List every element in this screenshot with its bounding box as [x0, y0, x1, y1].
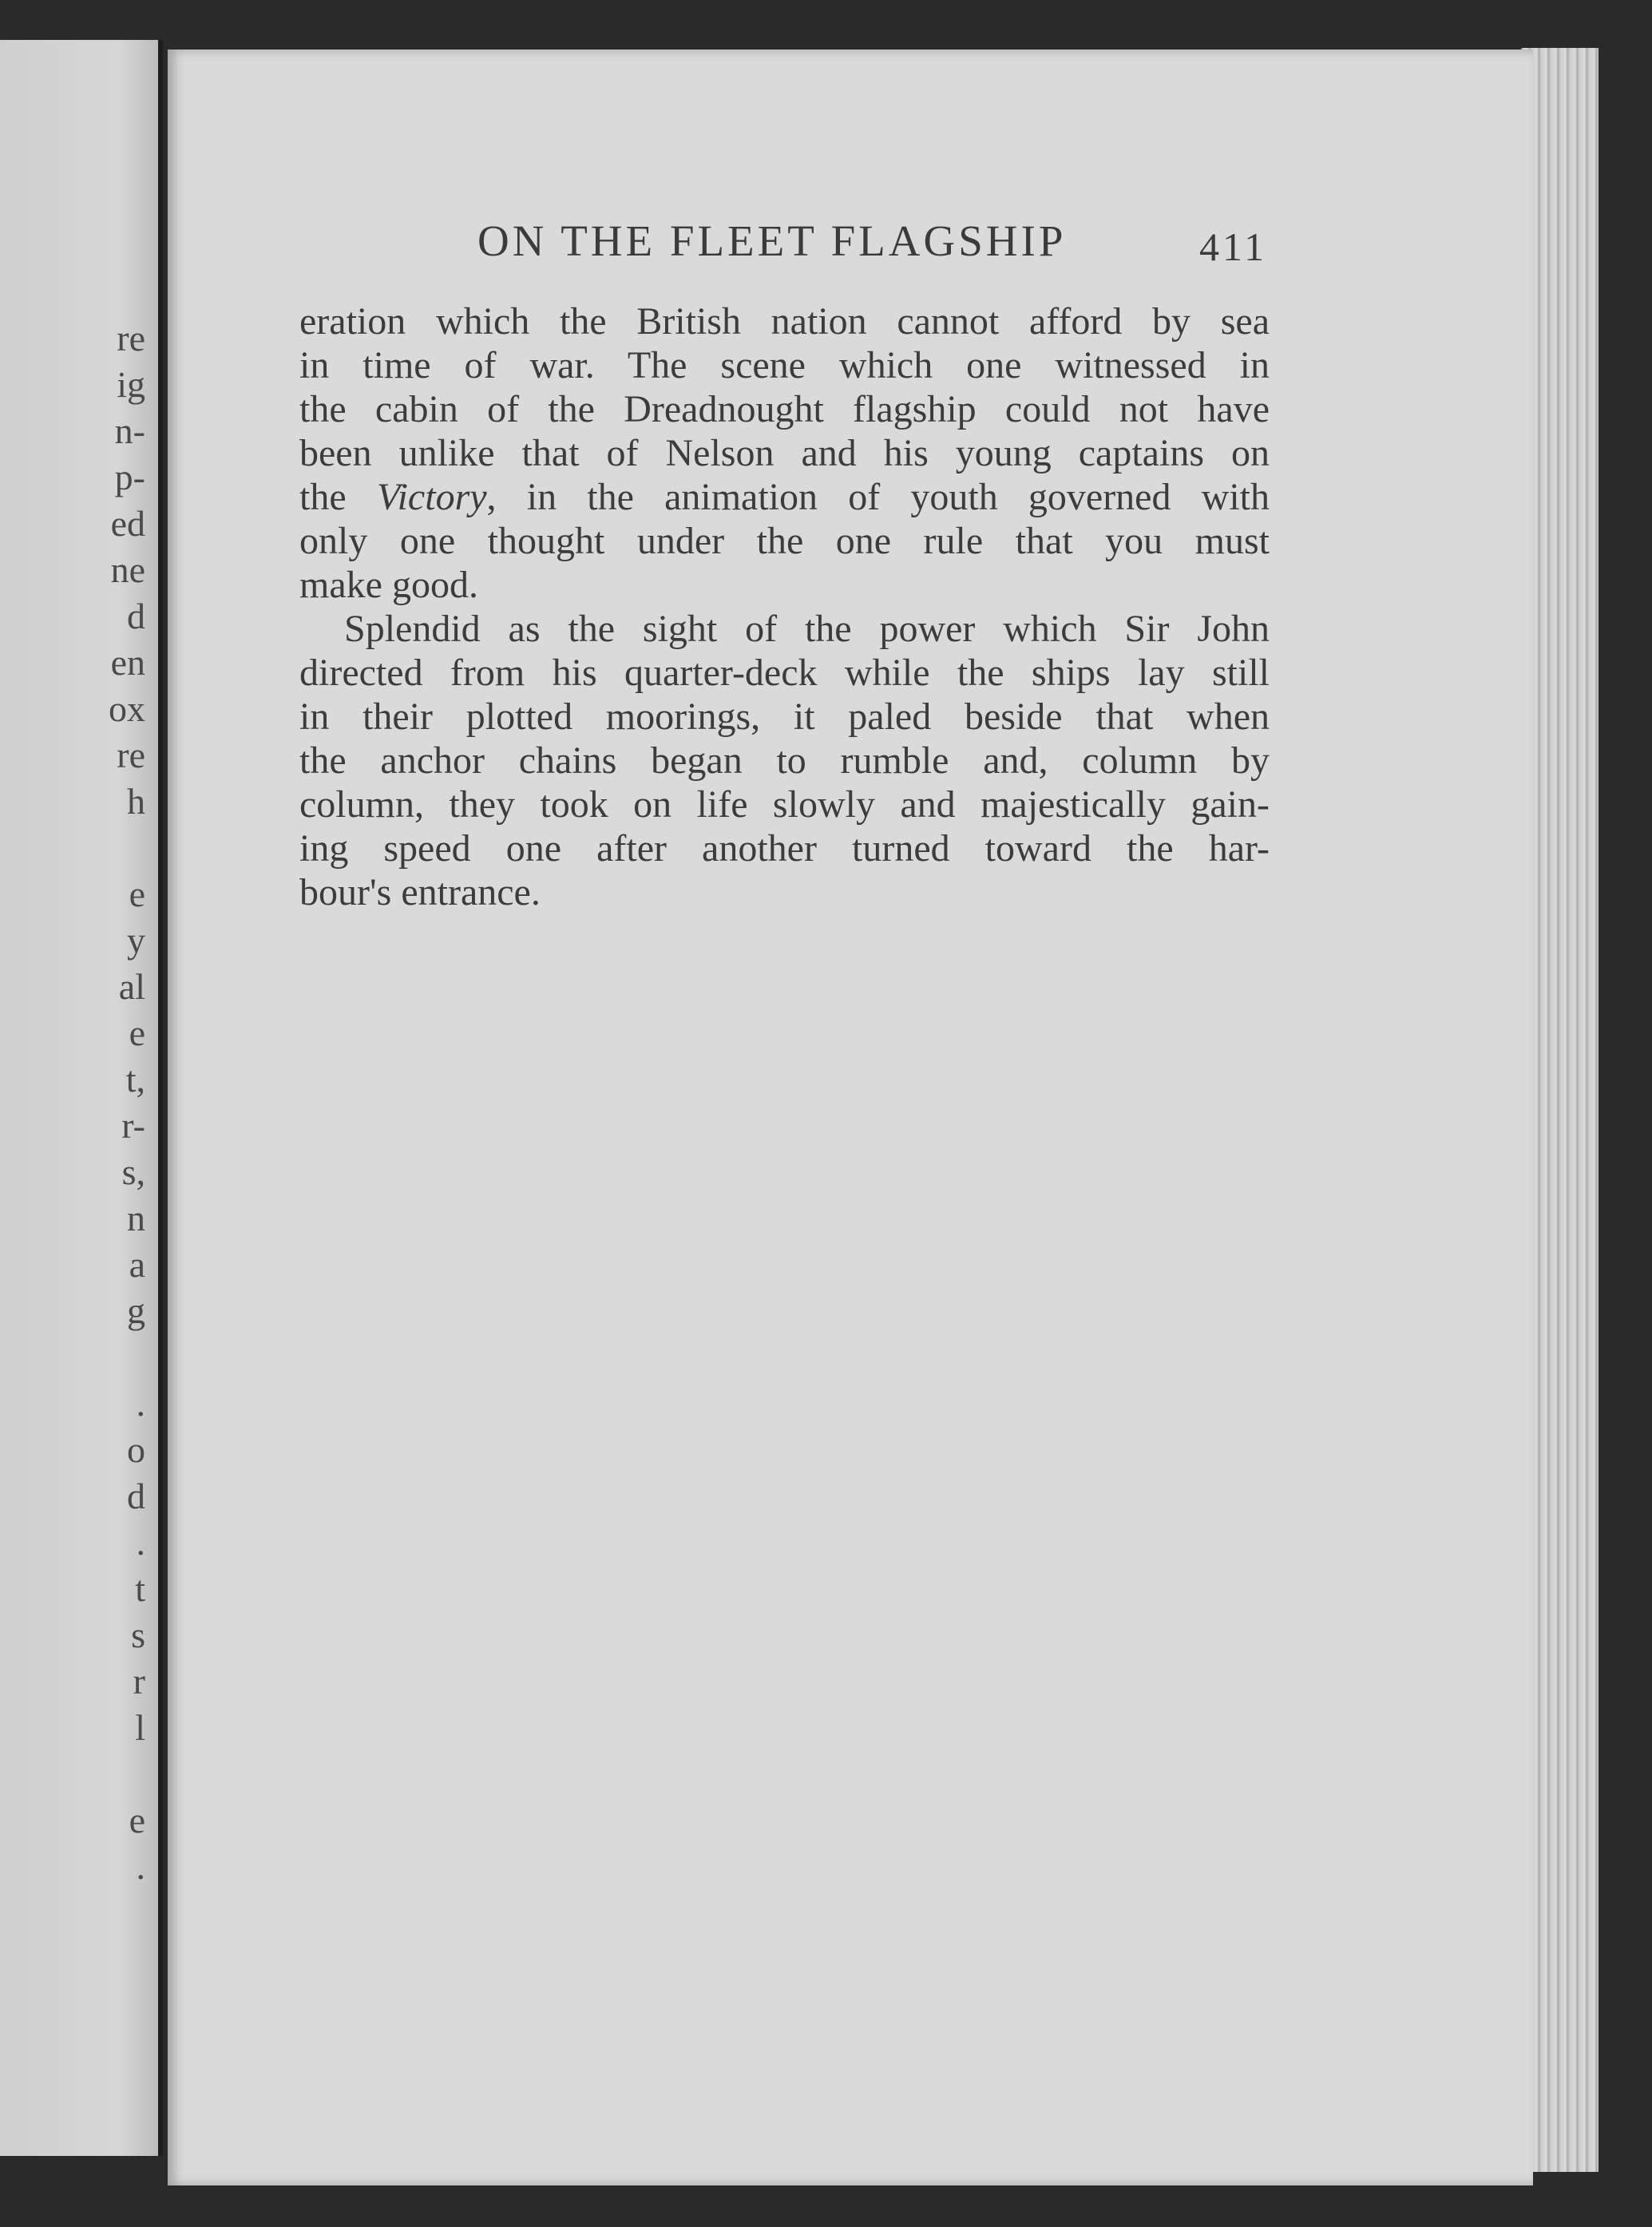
text-line: eration which the British nation cannot afford by sea — [299, 300, 1270, 343]
left-fragment: s, — [121, 1151, 145, 1192]
left-fragment: a — [129, 1244, 145, 1285]
left-fragment: . — [136, 1522, 145, 1563]
left-fragment: l — [135, 1707, 145, 1748]
left-fragment: s — [131, 1615, 145, 1655]
body-text — [299, 299, 1270, 914]
text-line: Splendid as the sight of the power which Sir John — [344, 608, 1270, 650]
text-fragment: the — [299, 476, 377, 518]
left-fragment: ne — [110, 549, 145, 590]
left-fragment: o — [127, 1429, 145, 1470]
left-fragment: ox — [109, 688, 145, 729]
left-fragment: t, — [125, 1059, 145, 1100]
text-line: make good. — [299, 564, 478, 606]
left-fragment: al — [118, 966, 145, 1007]
text-line: in their plotted moorings, it paled beside that when — [299, 695, 1270, 738]
left-fragment: ig — [117, 364, 145, 405]
left-fragment — [109, 1751, 145, 1797]
text-line: in time of war. The scene which one witnessed in — [299, 344, 1270, 386]
text-line: only one thought under the one rule that you must — [299, 520, 1270, 562]
left-fragment: re — [117, 318, 145, 359]
left-fragment: n- — [114, 410, 145, 451]
left-fragment: t — [135, 1568, 145, 1609]
text-line: the cabin of the Dreadnought flagship could not have — [299, 388, 1270, 430]
left-fragment: p- — [114, 457, 145, 497]
ship-name-italic: Victory — [376, 476, 487, 518]
left-fragment: r- — [121, 1105, 145, 1146]
left-page-text-fragments — [109, 315, 145, 1890]
left-fragment: g — [127, 1290, 145, 1331]
left-fragment: r — [133, 1661, 145, 1702]
text-line: directed from his quarter-deck while the ships lay still — [299, 652, 1270, 694]
left-fragment: . — [136, 1846, 145, 1887]
running-head: ON THE FLEET FLAGSHIP — [477, 216, 1067, 265]
text-fragment: , in the animation of youth governed with — [486, 476, 1270, 518]
left-fragment: . — [136, 1383, 145, 1424]
text-line: bour's entrance. — [299, 871, 541, 913]
left-fragment: n — [127, 1198, 145, 1238]
left-fragment: e — [129, 874, 145, 914]
text-line — [299, 475, 1270, 519]
page-number: 411 — [1199, 224, 1268, 269]
left-fragment: re — [117, 735, 145, 775]
left-fragment: h — [127, 781, 145, 822]
text-line: been unlike that of Nelson and his young captains on — [299, 432, 1270, 474]
left-fragment: ed — [110, 503, 145, 544]
left-fragment: en — [110, 642, 145, 683]
left-fragment — [109, 1334, 145, 1381]
text-line: the anchor chains began to rumble and, column by — [299, 739, 1270, 782]
left-fragment: d — [127, 1476, 145, 1516]
left-page — [0, 40, 163, 2156]
left-fragment — [109, 825, 145, 871]
left-fragment: e — [129, 1800, 145, 1841]
left-fragment: e — [129, 1012, 145, 1053]
left-fragment: y — [127, 920, 145, 961]
text-line: ing speed one after another turned toward the har- — [299, 827, 1270, 870]
text-line: column, they took on life slowly and majestically gain- — [299, 783, 1270, 826]
left-fragment: d — [127, 596, 145, 636]
